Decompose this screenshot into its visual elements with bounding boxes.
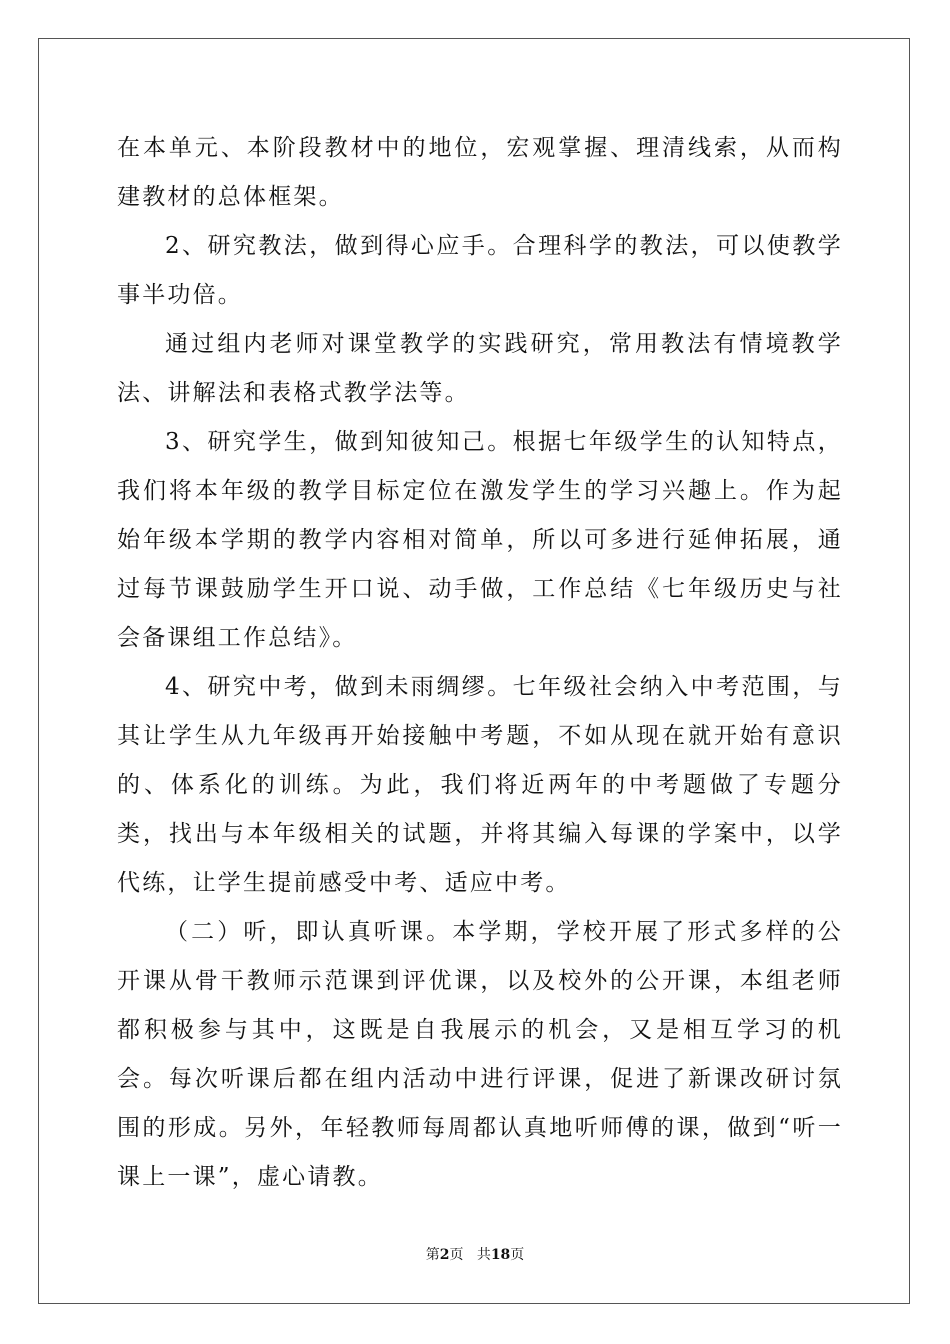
- paragraph-1: 在本单元、本阶段教材中的地位，宏观掌握、理清线索，从而构建教材的总体框架。: [117, 135, 843, 210]
- footer-total-prefix: 共: [476, 1247, 491, 1263]
- paragraph-6: （二）听，即认真听课。本学期，学校开展了形式多样的公开课从骨干教师示范课到评优课，以及校外的公开课，本组老师都积极参与其中，这既是自我展示的机会，又是相互学习的机会。每次听课后都在组内活动中进行评课，促进了新课改研讨氛围的形成。另外，年轻教师每周都认真地听师傅的课，做到“听一课上一课”，虚心请教。: [117, 919, 843, 1190]
- footer-total-unit: 页: [510, 1247, 525, 1263]
- paragraph-3: 通过组内老师对课堂教学的实践研究，常用教法有情境教学法、讲解法和表格式教学法等。: [117, 331, 843, 406]
- paragraph-4: 3、研究学生，做到知彼知己。根据七年级学生的认知特点，我们将本年级的教学目标定位在激发学生的学习兴趣上。作为起始年级本学期的教学内容相对简单，所以可多进行延伸拓展，通过每节课鼓励学生开口说、动手做，工作总结《七年级历史与社会备课组工作总结》。: [117, 429, 843, 651]
- page-footer: [0, 1244, 950, 1264]
- document-body: [117, 124, 843, 1202]
- footer-prefix: 第: [425, 1247, 440, 1263]
- current-page-number: 2: [439, 1247, 450, 1263]
- total-page-count: 18: [490, 1247, 511, 1263]
- paragraph-2: 2、研究教法，做到得心应手。合理科学的教法，可以使教学事半功倍。: [117, 233, 843, 308]
- paragraph-5: 4、研究中考，做到未雨绸缪。七年级社会纳入中考范围，与其让学生从九年级再开始接触中考题，不如从现在就开始有意识的、体系化的训练。为此，我们将近两年的中考题做了专题分类，找出与本年级相关的试题，并将其编入每课的学案中，以学代练，让学生提前感受中考、适应中考。: [117, 674, 843, 896]
- footer-page-unit: 页: [449, 1247, 464, 1263]
